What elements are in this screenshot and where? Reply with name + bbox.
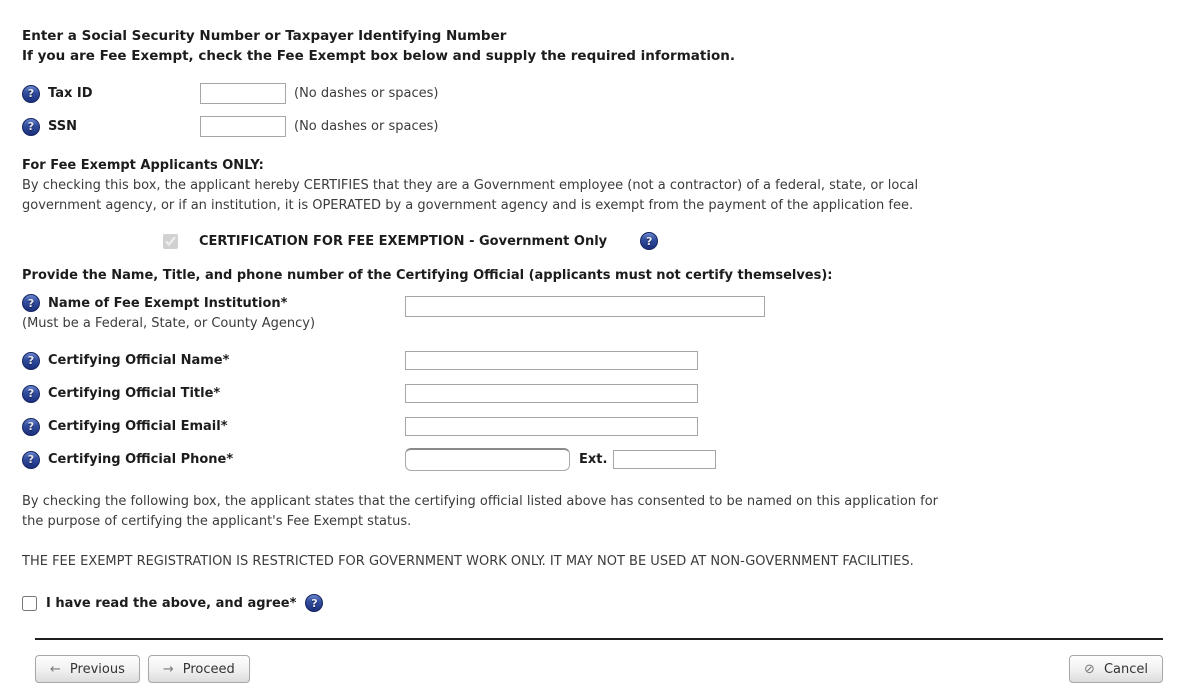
institution-row [22,294,1198,344]
official-email-input[interactable] [405,417,698,436]
certification-checkbox [163,234,178,249]
help-icon[interactable]: ? [22,294,40,312]
certification-checkbox-row [163,232,1198,250]
cancel-button-label: Cancel [1103,661,1148,677]
official-name-input[interactable] [405,351,698,370]
agree-checkbox[interactable] [22,596,37,611]
tax-id-hint: (No dashes or spaces) [294,86,439,101]
ssn-row [22,110,1198,143]
official-title-label: Certifying Official Title* [48,386,221,401]
certifying-official-heading: Provide the Name, Title, and phone number of the Certifying Official (applicants must not certify themselves): [22,268,833,283]
agree-label: I have read the above, and agree* [46,595,297,611]
page-subtitle: If you are Fee Exempt, check the Fee Exempt box below and supply the required information. [22,48,735,64]
ssn-hint: (No dashes or spaces) [294,119,439,134]
institution-input[interactable] [405,296,765,317]
help-icon[interactable]: ? [22,118,40,136]
official-phone-row [22,443,1198,476]
official-name-row [22,344,1198,377]
help-icon[interactable]: ? [22,352,40,370]
agree-row [22,594,1198,612]
page-title: Enter a Social Security Number or Taxpayer Identifying Number [22,28,507,44]
help-icon[interactable]: ? [305,594,323,612]
ssn-label: SSN [48,119,78,134]
official-title-row [22,377,1198,410]
tax-id-input[interactable] [200,83,286,104]
proceed-button-label: Proceed [182,661,235,677]
help-icon[interactable]: ? [640,232,658,250]
help-icon[interactable]: ? [22,85,40,103]
ext-input[interactable] [613,450,716,469]
restriction-paragraph: THE FEE EXEMPT REGISTRATION IS RESTRICTED FOR GOVERNMENT WORK ONLY. IT MAY NOT BE USED AT NON-GOVERNMENT FACILITIES. [22,554,914,569]
official-phone-input[interactable] [405,448,570,471]
fee-exempt-heading: For Fee Exempt Applicants ONLY: [22,158,264,173]
institution-note: (Must be a Federal, State, or County Agency) [22,316,316,331]
official-email-row [22,410,1198,443]
footer-separator [35,638,1163,640]
official-name-label: Certifying Official Name* [48,353,230,368]
cancel-icon: ⊘ [1084,661,1095,677]
official-phone-label: Certifying Official Phone* [48,452,234,467]
ssn-input[interactable] [200,116,286,137]
consent-paragraph: By checking the following box, the applicant states that the certifying official listed above has consented to be named on this application for the purpose of certifying the applicant's Fee Exempt status. [22,494,939,529]
arrow-left-icon: ← [50,661,61,677]
ext-label: Ext. [579,452,608,467]
help-icon[interactable]: ? [22,385,40,403]
tax-id-label: Tax ID [48,86,93,101]
institution-label: Name of Fee Exempt Institution* [48,295,288,311]
previous-button-label: Previous [69,661,125,677]
help-icon[interactable]: ? [22,418,40,436]
help-icon[interactable]: ? [22,451,40,469]
official-title-input[interactable] [405,384,698,403]
fee-exempt-description: By checking this box, the applicant hereby CERTIFIES that they are a Government employee (not a contractor) of a federal, state, or local government agency, or if an institution, it is OPERATED by a government agency and is exempt from the payment of the application fee. [22,178,919,213]
certification-checkbox-label: CERTIFICATION FOR FEE EXEMPTION - Government Only [199,233,608,249]
official-email-label: Certifying Official Email* [48,419,228,434]
arrow-right-icon: → [162,661,174,677]
tax-id-row [22,77,1198,110]
